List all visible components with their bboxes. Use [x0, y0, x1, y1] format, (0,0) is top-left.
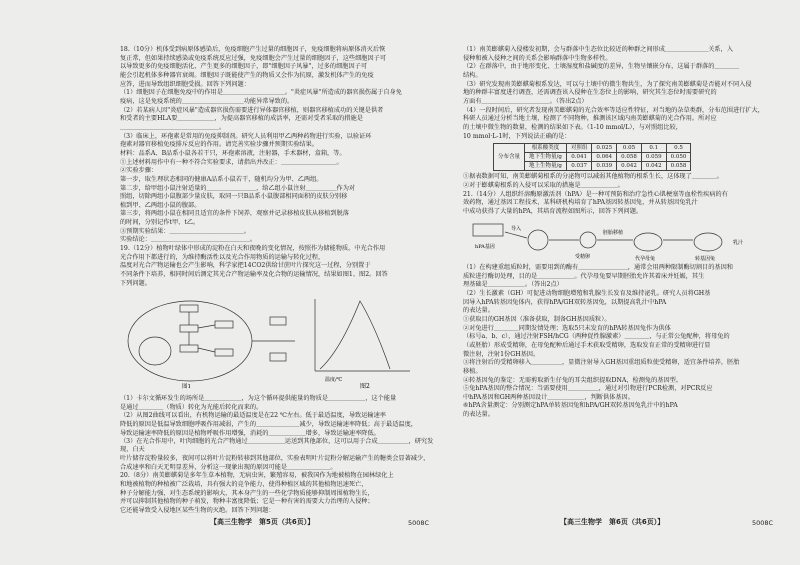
text-line: 效药物，通过基因工程技术，某科研机构培育了hPA基因转基因兔，并从转基因兔乳汁: [463, 199, 698, 207]
text-line: （3）研究发现南美蟛蜞菊根系发达，可以与土壤中的微生物共生，为了探究南美蟛蜞菊是否能对不同入侵: [463, 80, 752, 88]
text-line: 的土壤中微生物的数量，检测的结果如下表。（1-10 mmol/L），与对照组比较，: [463, 123, 682, 131]
text-line: 第三步，将两组小鼠在相同且适宜的条件下饲养，观察并记录移植皮肤从移植到脱落: [120, 210, 349, 218]
text-line: 理基础是＿＿＿＿＿＿。（答出2点）: [463, 281, 563, 289]
text-line: （4）一段时间后，研究者发现南美蟛蜞菊的光合效率等适应性特征，对当地的杂草类群，分布范围进行扩大，: [463, 106, 764, 114]
text-line: ＿＿＿＿＿＿＿＿＿＿＿＿＿＿＿＿。: [120, 123, 226, 131]
question-21-text: [463, 264, 785, 419]
text-line: 材料：品系A、B品系小鼠各若干只，环孢素溶液，注射器，手术器材，盒箱，等。: [120, 149, 346, 157]
code-left: 5008C: [408, 519, 430, 527]
text-line: 方面有＿＿＿＿＿＿＿＿＿＿＿。（答出2点）: [463, 97, 588, 105]
text-line: ①获取目的GH基因（准备获取，制备GH基因质粒）。: [463, 315, 611, 323]
text-line: ③预期实验结果：＿＿＿＿＿＿＿＿＿＿＿＿。: [120, 227, 250, 235]
table-cell: 地下生物量/g: [525, 152, 567, 161]
text-line: 下列问题。: [120, 279, 151, 287]
text-line: ①上述材料用作中有一种不符合实验要求，请指出并改正：＿＿＿＿＿＿＿＿＿。: [120, 158, 343, 166]
table-cell: 0.059: [641, 152, 666, 161]
footer-left: 【高三生物学 第5页（共6页）】: [210, 518, 315, 526]
text-line: ④转基因兔的鉴定：无需剪取新生仔兔的耳尖组织提取DNA，检测兔的基因型。: [463, 376, 683, 384]
transgenic-schematic: [463, 218, 785, 262]
text-line: 19.（12分）植物叶绿体中形成的淀粉在白天和夜晚的变化情况，按照作为储能物质。中光合作用: [120, 245, 386, 253]
figure-2-xlabel: 温度/℃: [325, 376, 343, 383]
text-line: （或胚胎）形成受精卵，在母兔配种后通过手术获取受精卵，选取发育正常的受精卵进行显: [463, 341, 711, 349]
schematic-label: 乳汁: [733, 239, 744, 246]
text-line: 不同条件下培养，相同时间后测定其光合产物运输率及化合物的运输情况，结果如图1、图2。回答: [120, 271, 388, 279]
table-cell: 0.039: [592, 162, 617, 171]
question-18-19-text: [120, 46, 442, 288]
text-line: 植到甲、乙两组小鼠的腹部。: [120, 201, 201, 209]
text-line: ②对于蟛蜞菊根系的入侵可以采取的措施是＿＿＿＿＿＿。: [463, 181, 624, 189]
text-line: 疫病，这是免疫系统的＿＿＿＿＿＿＿＿＿＿功能异常导致的。: [120, 97, 294, 105]
text-line: ②实验步骤：: [120, 167, 158, 175]
text-line: 中hPA基因和GH两种基因设计＿＿＿＿＿＿，判断供体基因。: [463, 393, 634, 401]
text-line: （1）在构建重组质粒时，需要用到的酶有＿＿＿＿＿＿＿＿，通常会用两种限制酶切割目的基因和: [463, 263, 733, 271]
text-line: 种子分解能力强，对生态系统的影响大，其本身产生的一些化学物质能够抑制周围植物生长，: [120, 489, 374, 497]
text-line: 叶片储存淀粉量较多，夜间可以将叶片淀粉转移到其他部位，实验表明叶片淀粉分解运输产生的糖类会显著减少，: [120, 454, 430, 462]
question-19-20-text: [120, 395, 442, 515]
text-line: 它还能导致受入侵地区某些生物的灭绝。回答下列问题：: [120, 506, 275, 514]
figure-1-label: 图1: [182, 383, 191, 390]
text-line: 照组，切除两组小鼠腹部少量皮肤，取同一只B品系小鼠腹部相同面积的皮肤分别移: [120, 193, 348, 201]
code-right: 5008C: [752, 519, 774, 527]
text-line: 和受者的主要HLA要＿＿＿＿＿＿，为提高器官移植的成活率，还需对受者采取的措施是: [120, 115, 363, 123]
text-line: 20.（8分）南美蟛蜞菊是多年生草本植物，无病虫害，繁殖容易，被我国作为地被植物在园林绿化上: [120, 472, 394, 480]
schematic-label: 导入: [511, 225, 522, 232]
table-cell: 0.042: [617, 162, 642, 171]
footer-right: 【高三生物学 第6页（共6页）】: [560, 518, 665, 526]
text-line: 实验结论：＿＿＿＿＿＿＿＿＿＿＿＿＿＿＿＿。: [120, 236, 257, 244]
figure-2-label: 图2: [360, 382, 370, 390]
text-line: （标号a、b、c），通过注射FSH/hCG（两种促性腺激素）＿＿＿＿，与正常公兔配种，将母兔的: [463, 333, 730, 341]
table-header-cell: 0.05: [617, 143, 642, 152]
text-line: 降低的原因是低温导致细胞呼吸作用减弱，产生的＿＿＿＿＿＿＿减少，导致运输速率降低；高于最适温度，: [120, 420, 417, 428]
schematic-label: 受精卵: [575, 253, 591, 260]
text-line: ②对兔进行＿＿＿＿同期发情处理；选取5只未发育的hPA转基因兔作为供体: [463, 324, 671, 332]
table-cell: 0.064: [592, 152, 617, 161]
text-line: （2）从图2曲线可以看出，有机物运输的最适温度是在22 ℃左右。低于最适温度，导致运输速率: [120, 412, 386, 420]
right-page: [463, 46, 785, 420]
text-line: （2）生长激素（GH）可促进动物细胞增殖和乳腺生长发育及维持泌乳。研究人员将GH基: [463, 289, 711, 297]
text-line: 合成速率和白天无明显差异，分析这一现象出现的原因可能是＿＿＿＿＿＿＿。: [120, 463, 337, 471]
table-header-cell: 0.1: [641, 143, 666, 152]
text-line: 以导致更多的免疫细胞活化，产生更多的细胞因子，即"细胞因子风暴"，过多的细胞因子可: [120, 63, 368, 71]
text-line: 和地被植物的种植被广泛栽培，具有强大的竞争能力，使得种植区域的其他植物迅速死亡，: [120, 480, 368, 488]
table-cell: 0.041: [566, 152, 592, 161]
table-cell: 0.058: [617, 152, 642, 161]
text-line: ⑥hPA含量测定：分别测定hPA单转基因兔和hPA/GH双转基因兔乳汁中的hPA: [463, 402, 678, 410]
table-cell: 0.042: [641, 162, 666, 171]
table-cell: 0.058: [666, 162, 691, 171]
text-line: 的表达量。: [463, 411, 494, 419]
text-line: 因导入hPA转基因兔体内，获得hPA/GH双转基因兔，以期提高乳汁中hPA: [463, 298, 667, 306]
text-line: 侵种和被入侵种之间的关系会影响群落中生物多样性。: [463, 54, 612, 62]
text-line: 应答，进而导致组织细胞受损。回答下列问题：: [120, 80, 250, 88]
text-line: 能会引起机体多种器官衰竭。细胞因子既能使产生的物质又会作为抗原，激发机体产生的免疫: [120, 71, 374, 79]
text-line: （2）若某病人因"炎症风暴"造成器官损伤需要进行异体器官移植，则器官移植成功的关键是供者: [120, 106, 384, 114]
figures-19: [120, 291, 442, 391]
text-line: 科研人员通过分析当地土壤，检测了不同物种，推测该区域内南美蟛蜞菊的光合作用。所对应: [463, 115, 717, 123]
text-line: 第一步，取生理状态相同的健康A品系小鼠若干，随机均分为甲、乙两组。: [120, 175, 323, 183]
text-line: （3）临床上，环孢素是常用的免疫抑制剂。研究人员利用甲乙两种药物进行实验，以验证环: [120, 132, 372, 140]
schematic-label: 代孕母兔: [635, 255, 656, 262]
text-line: 10 mmol·L-1时，下列说法正确的是：: [463, 132, 571, 140]
text-line: 的时间，分别记作t甲、t乙。: [120, 219, 200, 227]
text-line: 第二步，给甲组小鼠注射适量的＿＿＿＿＿＿＿＿，给乙组小鼠注射＿＿＿＿＿作为对: [120, 184, 356, 192]
table-cell: 0.037: [566, 162, 592, 171]
table-cell: 地上生物量/g: [525, 162, 567, 171]
table-header-cell: 0.025: [592, 143, 617, 152]
text-line: 21.（14分）人组织纤溶酶原激活剂（hPA）是一种可预防和治疗急性心肌梗塞等血栓性疾病的有: [463, 190, 728, 198]
table-cell: 0.050: [666, 152, 691, 161]
schematic-label: 胚胎移植: [603, 229, 624, 236]
text-line: 18.（10分）机体受到病原体感染后，免疫细胞产生过量的细胞因子，免疫细胞将病原体消灭后恢: [120, 46, 386, 53]
text-line: ③将注射后的受精卵移入＿＿＿＿＿，显微注射导入GH基因重组质粒使受精卵，适宜条件培养，胚胎: [463, 359, 740, 367]
question-21-intro: [463, 173, 785, 216]
text-line: 温度对光合产物运输也会产生影响，科学家把14CO2供给甘蔗叶片探究这一过程，分别置于: [120, 262, 371, 270]
text-line: 质粒进行酶切处理，目的是＿＿＿＿＿＿。代孕母兔要早期胚胎允许其着床并妊娠，其生: [463, 272, 705, 280]
table-header-cell: 对照组: [566, 143, 592, 152]
text-line: 光合作用下都进行的，为维持酶活性以及光合作用物质的运输与转化过程，: [120, 253, 325, 261]
text-line: 结构。: [463, 71, 482, 79]
text-line: 移植。: [463, 367, 482, 375]
question-20-text: [463, 46, 785, 141]
schematic-label: 转基因兔: [695, 255, 716, 262]
table-side-label: 分布含量: [494, 143, 525, 170]
text-line: （1）卡尔文循环发生的场所是＿＿＿＿＿＿，为这个循环提供能量的物质是＿＿＿＿＿＿，这个能量: [120, 394, 397, 402]
text-line: ①据表数据可知，南美蟛蜞菊根系的分泌物可以减弱其他植物的根系生长，这体现了＿＿＿＿。: [463, 173, 723, 181]
text-line: （1）南美蟛蜞菊入侵楼发初期，会与群落中生态位比较近的种群之间形成＿＿＿＿＿＿＿关系，入: [463, 46, 733, 53]
schematic-label: hPA基因: [475, 243, 495, 250]
text-line: （2）在群落中，由于地形变化、土壤湿度和盐碱度的差异，生物呈镶嵌分布，这属于群落的＿＿＿＿: [463, 63, 740, 71]
text-line: 孢素对器官移植免疫排斥反应的作用。请完善实验步骤并预期实验结果。: [120, 141, 318, 149]
text-line: 的表达量。: [463, 307, 494, 315]
text-line: 地的种群丰富度进行调查，还需调查该入侵种在生态位上的影响，研究其生态位时需要研究的: [463, 89, 717, 97]
text-line: 导致运输速率降低的原因是植物呼吸作用增强，消耗的＿＿＿＿＿＿增多，导致运输速率降低。: [120, 429, 380, 437]
text-line: ⑤兔hPA基因的整合情况：当需要使用＿＿＿＿＿，通过对引物进行PCR检测，对PCR反应: [463, 385, 713, 393]
table-header-cell: 根系酸类度: [525, 143, 567, 152]
text-line: 微注射，注射1份GH基因。: [463, 350, 540, 358]
left-page: [120, 46, 442, 516]
text-line: （1）细胞因子在细胞免疫中的作用是＿＿＿＿＿＿＿＿＿＿。"炎症风暴"所造成的器官损伤属于自身免: [120, 89, 402, 97]
data-table: [493, 143, 691, 171]
text-line: 并可以抑制其他植物的种子萌发，物种丰富度降低；它是一种有害的需要大力治理的入侵种；: [120, 498, 374, 506]
text-line: 中成功获得了大量的hPA，其培育流程如图所示，回答下列问题。: [463, 207, 643, 215]
table-header-cell: 0.5: [666, 143, 691, 152]
text-line: （3）在光合作用中，叶肉细胞的光合产物通过＿＿＿＿＿＿运送到其他部位，这可以用于合成＿＿＿＿＿，研究发现，白天: [120, 438, 434, 454]
text-line: 复正常，但如果持续感染或免疫系统反应过强，免疫细胞会产生过量的细胞因子，这些细胞因子可: [120, 54, 387, 62]
figure-1-pathway-diagram: [120, 291, 442, 391]
text-line: 是通过＿＿＿＿（物质）转化为光能后转化而来的。: [120, 403, 263, 411]
